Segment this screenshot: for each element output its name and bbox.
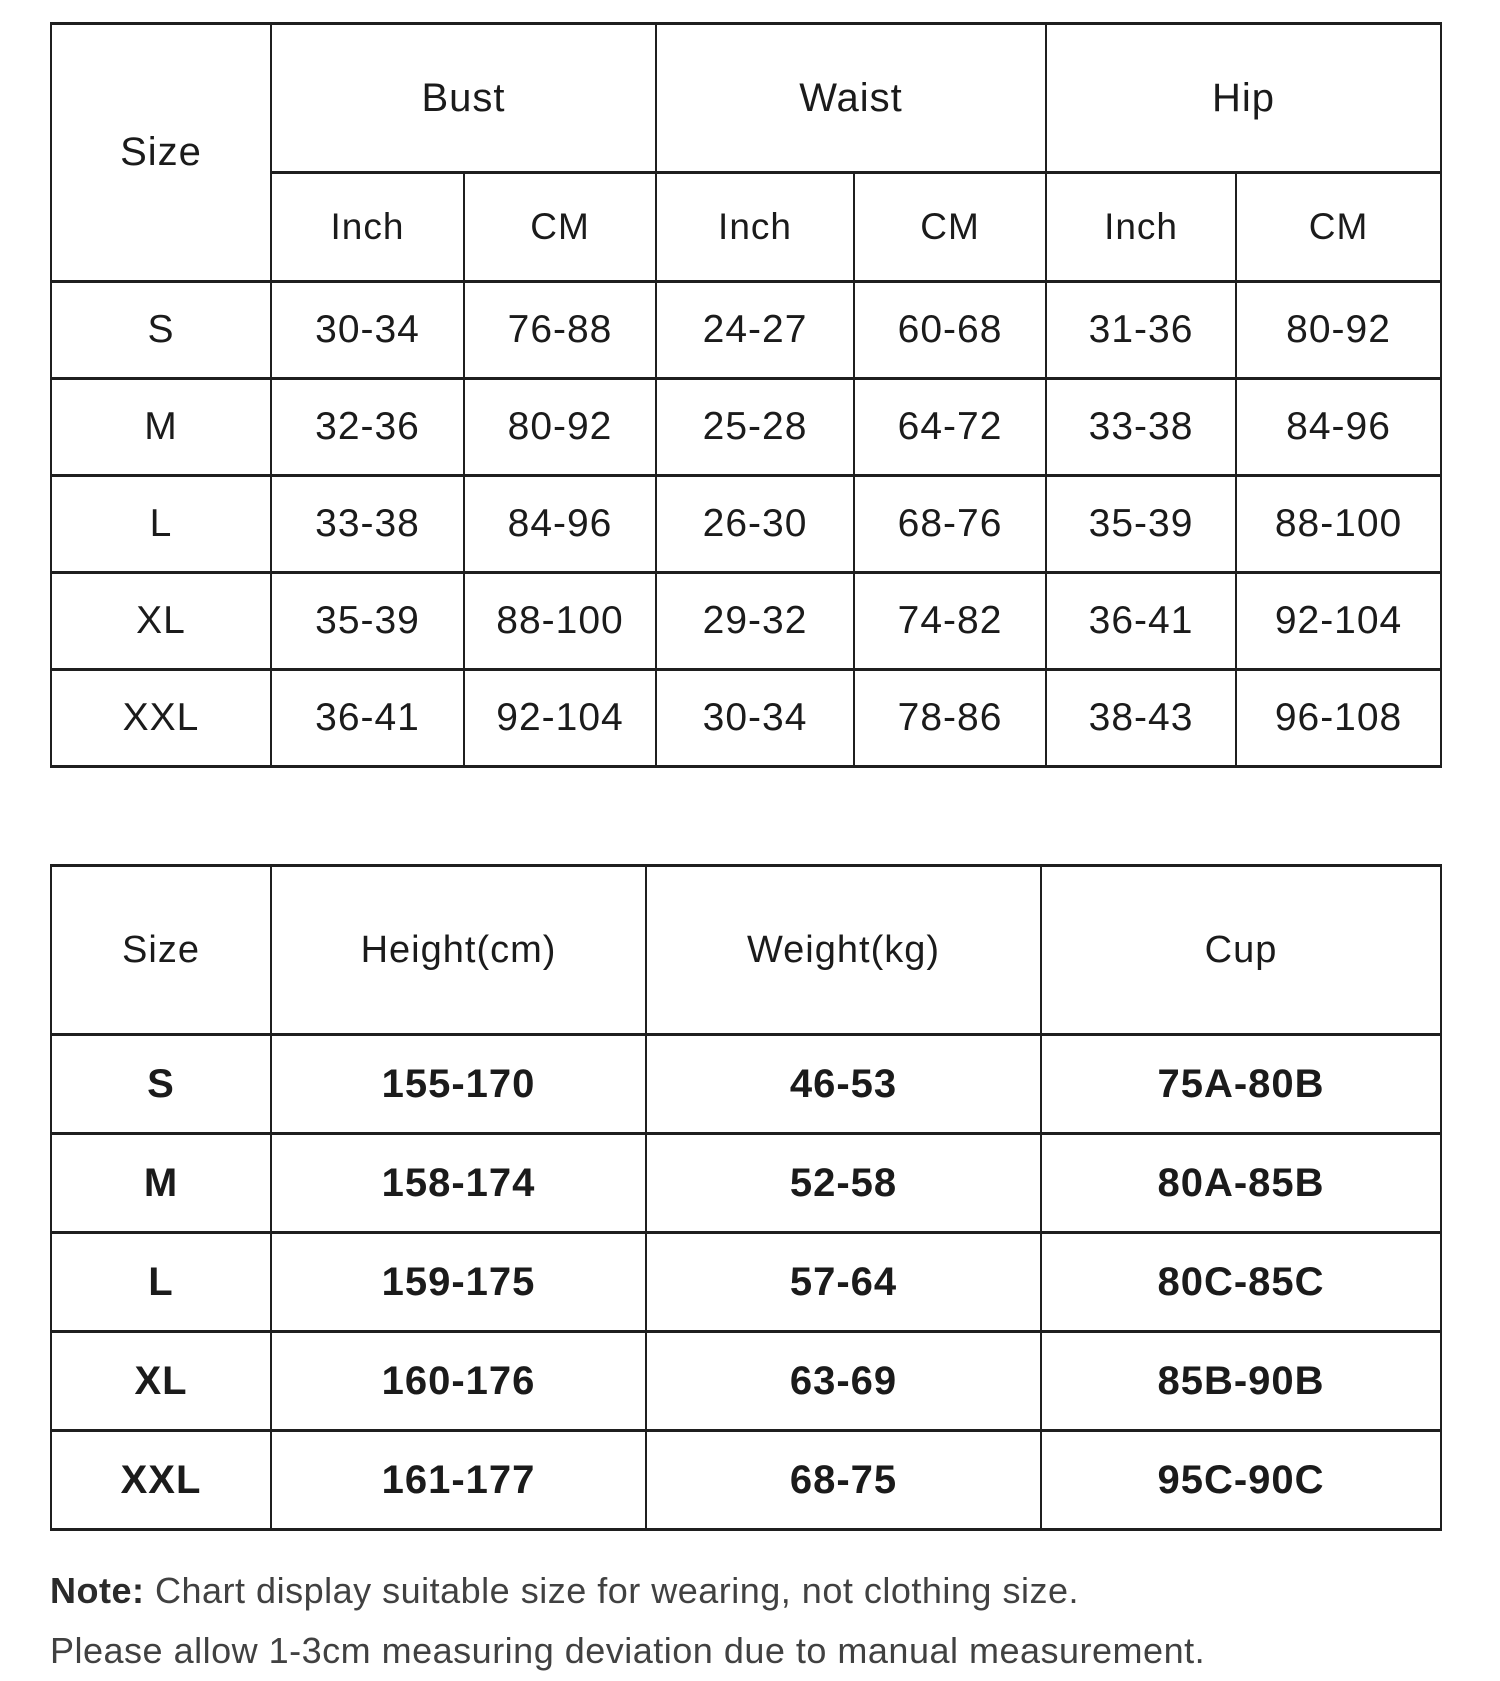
table-row-s (51, 282, 1441, 379)
hip-cm-header: CM (1236, 173, 1441, 282)
row-l-bust-inch: 33-38 (271, 476, 464, 573)
group-header-row (51, 24, 1441, 173)
row-s-cup: 75A-80B (1041, 1035, 1441, 1134)
weight-header: Weight(kg) (646, 866, 1041, 1035)
table-row-xxl (51, 1431, 1441, 1530)
table-row-l (51, 1233, 1441, 1332)
row-m-size-label: M (51, 379, 271, 476)
table-row-s (51, 1035, 1441, 1134)
row-xxl-height: 161-177 (271, 1431, 646, 1530)
row-m-size-label: M (51, 1134, 271, 1233)
row-l-waist-inch: 26-30 (656, 476, 854, 573)
row-m-hip-cm: 84-96 (1236, 379, 1441, 476)
row-xxl-bust-inch: 36-41 (271, 670, 464, 767)
row-m-cup: 80A-85B (1041, 1134, 1441, 1233)
row-xxl-waist-cm: 78-86 (854, 670, 1046, 767)
row-m-height: 158-174 (271, 1134, 646, 1233)
row-xxl-bust-cm: 92-104 (464, 670, 656, 767)
row-s-hip-inch: 31-36 (1046, 282, 1236, 379)
row-xl-cup: 85B-90B (1041, 1332, 1441, 1431)
note-text (50, 1561, 1450, 1681)
row-xl-size-label: XL (51, 573, 271, 670)
row-xl-waist-cm: 74-82 (854, 573, 1046, 670)
row-l-size-label: L (51, 1233, 271, 1332)
row-xl-hip-inch: 36-41 (1046, 573, 1236, 670)
row-xl-bust-cm: 88-100 (464, 573, 656, 670)
note-line-2 (50, 1621, 1450, 1681)
row-l-height: 159-175 (271, 1233, 646, 1332)
row-xl-waist-inch: 29-32 (656, 573, 854, 670)
height-header: Height(cm) (271, 866, 646, 1035)
row-s-size-label: S (51, 1035, 271, 1134)
hip-inch-header: Inch (1046, 173, 1236, 282)
table-row-xl (51, 1332, 1441, 1431)
row-s-bust-cm: 76-88 (464, 282, 656, 379)
waist-inch-header: Inch (656, 173, 854, 282)
row-xl-bust-inch: 35-39 (271, 573, 464, 670)
row-xxl-weight: 68-75 (646, 1431, 1041, 1530)
table-row-m (51, 379, 1441, 476)
table-row-xxl (51, 670, 1441, 767)
note-line-1-text: Chart display suitable size for wearing, not clothing size. (155, 1570, 1079, 1611)
row-l-cup: 80C-85C (1041, 1233, 1441, 1332)
row-xxl-cup: 95C-90C (1041, 1431, 1441, 1530)
row-s-size-label: S (51, 282, 271, 379)
waist-cm-header: CM (854, 173, 1046, 282)
waist-group-header: Waist (656, 24, 1046, 173)
note-line-2-text: Please allow 1-3cm measuring deviation due to manual measurement. (50, 1630, 1206, 1671)
size-header: Size (51, 866, 271, 1035)
row-xl-hip-cm: 92-104 (1236, 573, 1441, 670)
row-xxl-waist-inch: 30-34 (656, 670, 854, 767)
row-m-bust-inch: 32-36 (271, 379, 464, 476)
row-xl-height: 160-176 (271, 1332, 646, 1431)
row-l-waist-cm: 68-76 (854, 476, 1046, 573)
row-l-hip-inch: 35-39 (1046, 476, 1236, 573)
row-s-weight: 46-53 (646, 1035, 1041, 1134)
note-label: Note: (50, 1570, 145, 1611)
table-row-m (51, 1134, 1441, 1233)
bust-group-header: Bust (271, 24, 656, 173)
row-xxl-size-label: XXL (51, 1431, 271, 1530)
table-row-l (51, 476, 1441, 573)
row-s-bust-inch: 30-34 (271, 282, 464, 379)
row-m-waist-cm: 64-72 (854, 379, 1046, 476)
size-column-header: Size (51, 24, 271, 282)
row-m-bust-cm: 80-92 (464, 379, 656, 476)
note-line-1 (50, 1561, 1450, 1621)
row-xxl-size-label: XXL (51, 670, 271, 767)
row-s-height: 155-170 (271, 1035, 646, 1134)
header-row (51, 866, 1441, 1035)
height-weight-cup-table (50, 864, 1442, 1531)
row-xxl-hip-inch: 38-43 (1046, 670, 1236, 767)
row-l-bust-cm: 84-96 (464, 476, 656, 573)
row-xl-weight: 63-69 (646, 1332, 1041, 1431)
row-xl-size-label: XL (51, 1332, 271, 1431)
row-m-waist-inch: 25-28 (656, 379, 854, 476)
cup-header: Cup (1041, 866, 1441, 1035)
row-l-hip-cm: 88-100 (1236, 476, 1441, 573)
hip-group-header: Hip (1046, 24, 1441, 173)
row-l-weight: 57-64 (646, 1233, 1041, 1332)
row-s-waist-cm: 60-68 (854, 282, 1046, 379)
table-row-xl (51, 573, 1441, 670)
bust-cm-header: CM (464, 173, 656, 282)
row-xxl-hip-cm: 96-108 (1236, 670, 1441, 767)
row-l-size-label: L (51, 476, 271, 573)
row-m-weight: 52-58 (646, 1134, 1041, 1233)
row-m-hip-inch: 33-38 (1046, 379, 1236, 476)
row-s-hip-cm: 80-92 (1236, 282, 1441, 379)
bust-inch-header: Inch (271, 173, 464, 282)
measurements-table (50, 22, 1442, 768)
row-s-waist-inch: 24-27 (656, 282, 854, 379)
